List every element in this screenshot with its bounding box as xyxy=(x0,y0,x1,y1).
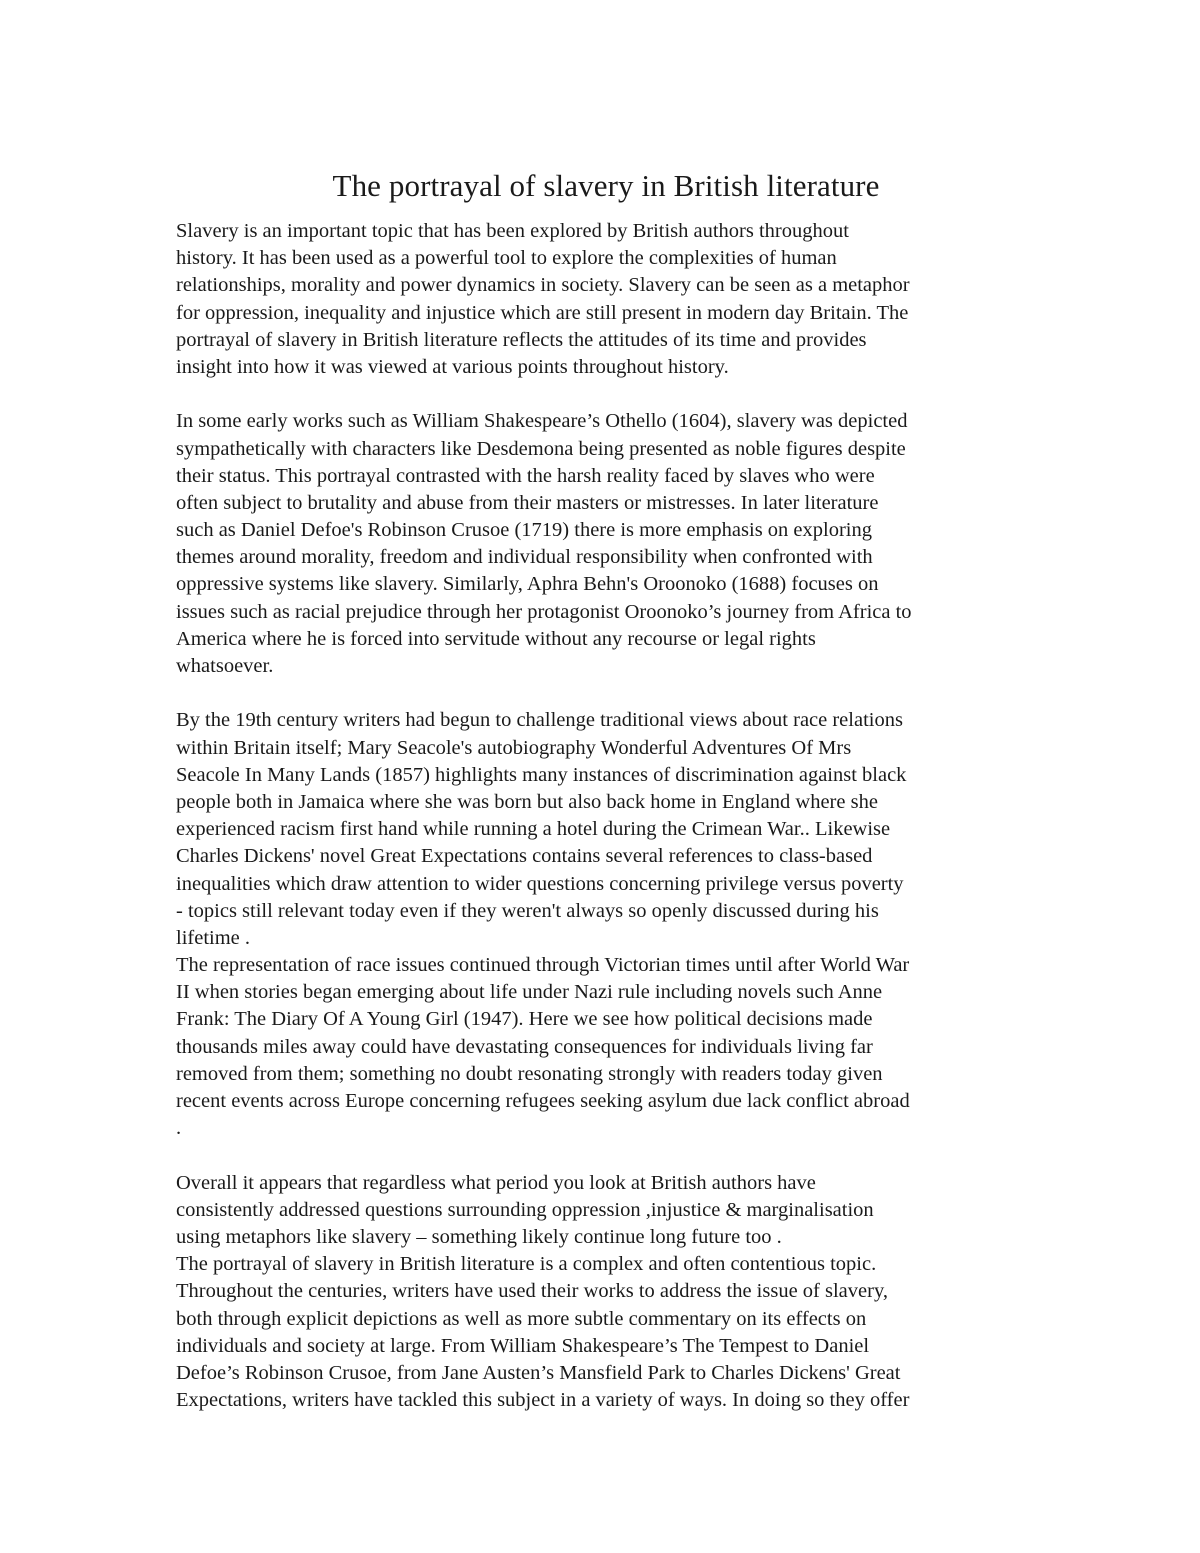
text-line: issues such as racial prejudice through her protagonist Oroonoko’s journey from Africa to xyxy=(176,600,912,623)
paragraph-spacer xyxy=(176,1142,1036,1169)
text-line: Frank: The Diary Of A Young Girl (1947). Here we see how political decisions made xyxy=(176,1008,873,1031)
text-line: The portrayal of slavery in British literature is a complex and often contentious topic. xyxy=(176,1253,877,1276)
text-line: both through explicit depictions as well as more subtle commentary on its effects on xyxy=(176,1307,867,1330)
text-line: - topics still relevant today even if they weren't always so openly discussed during his xyxy=(176,899,879,922)
text-line: experienced racism first hand while running a hotel during the Crimean War.. Likewise xyxy=(176,818,891,841)
paragraph-spacer xyxy=(176,381,1036,408)
text-line: removed from them; something no doubt resonating strongly with readers today given xyxy=(176,1062,883,1085)
text-line: lifetime . xyxy=(176,926,251,949)
text-line: Charles Dickens' novel Great Expectations contains several references to class-based xyxy=(176,845,873,868)
text-line: oppressive systems like slavery. Similarly, Aphra Behn's Oroonoko (1688) focuses on xyxy=(176,573,879,596)
text-line: such as Daniel Defoe's Robinson Crusoe (1719) there is more emphasis on exploring xyxy=(176,519,872,542)
text-line: In some early works such as William Shakespeare’s Othello (1604), slavery was depicted xyxy=(176,410,908,433)
page-title: The portrayal of slavery in British literature xyxy=(332,168,880,203)
paragraph xyxy=(176,707,1036,1142)
document-body xyxy=(176,166,1036,1414)
text-line: Expectations, writers have tackled this subject in a variety of ways. In doing so they offer xyxy=(176,1389,910,1412)
text-line: within Britain itself; Mary Seacole's autobiography Wonderful Adventures Of Mrs xyxy=(176,736,852,759)
text-line: Overall it appears that regardless what period you look at British authors have xyxy=(176,1171,816,1194)
text-line: By the 19th century writers had begun to challenge traditional views about race relations xyxy=(176,709,903,732)
text-line: individuals and society at large. From William Shakespeare’s The Tempest to Daniel xyxy=(176,1334,870,1357)
text-line: often subject to brutality and abuse from their masters or mistresses. In later literature xyxy=(176,491,879,514)
paragraph-spacer xyxy=(176,680,1036,707)
text-line: themes around morality, freedom and individual responsibility when confronted with xyxy=(176,546,873,569)
text-line: Defoe’s Robinson Crusoe, from Jane Austen’s Mansfield Park to Charles Dickens' Great xyxy=(176,1361,901,1384)
text-line: . xyxy=(176,1117,182,1140)
text-line: their status. This portrayal contrasted with the harsh reality faced by slaves who were xyxy=(176,464,875,487)
text-line: insight into how it was viewed at various points throughout history. xyxy=(176,355,729,378)
text-line: II when stories began emerging about life under Nazi rule including novels such Anne xyxy=(176,981,883,1004)
text-line: recent events across Europe concerning refugees seeking asylum due lack conflict abroad xyxy=(176,1090,910,1112)
text-line: relationships, morality and power dynamics in society. Slavery can be seen as a metaphor xyxy=(176,274,910,297)
text-line: portrayal of slavery in British literature reflects the attitudes of its time and provides xyxy=(176,328,867,351)
text-line: inequalities which draw attention to wider questions concerning privilege versus poverty xyxy=(176,872,904,895)
text-line: Slavery is an important topic that has been explored by British authors throughout xyxy=(176,220,849,242)
text-line: Seacole In Many Lands (1857) highlights many instances of discrimination against black xyxy=(176,763,907,786)
text-line: history. It has been used as a powerful tool to explore the complexities of human xyxy=(176,247,837,270)
text-line: America where he is forced into servitude without any recourse or legal rights xyxy=(176,627,816,650)
text-line: for oppression, inequality and injustice which are still present in modern day Britain. The xyxy=(176,301,909,324)
text-line: consistently addressed questions surrounding oppression ,injustice & marginalisation xyxy=(176,1198,874,1221)
text-line: thousands miles away could have devastating consequences for individuals living far xyxy=(176,1035,873,1058)
paragraph xyxy=(176,1170,1036,1415)
paragraph xyxy=(176,218,1036,381)
text-line: using metaphors like slavery – something likely continue long future too . xyxy=(176,1225,782,1248)
text-line: The representation of race issues continued through Victorian times until after World War xyxy=(176,954,910,977)
text-line: sympathetically with characters like Desdemona being presented as noble figures despite xyxy=(176,437,906,460)
paragraph xyxy=(176,408,1036,680)
text-line: Throughout the centuries, writers have used their works to address the issue of slavery, xyxy=(176,1280,888,1303)
text-line: people both in Jamaica where she was born but also back home in England where she xyxy=(176,790,878,813)
text-line: whatsoever. xyxy=(176,655,274,677)
